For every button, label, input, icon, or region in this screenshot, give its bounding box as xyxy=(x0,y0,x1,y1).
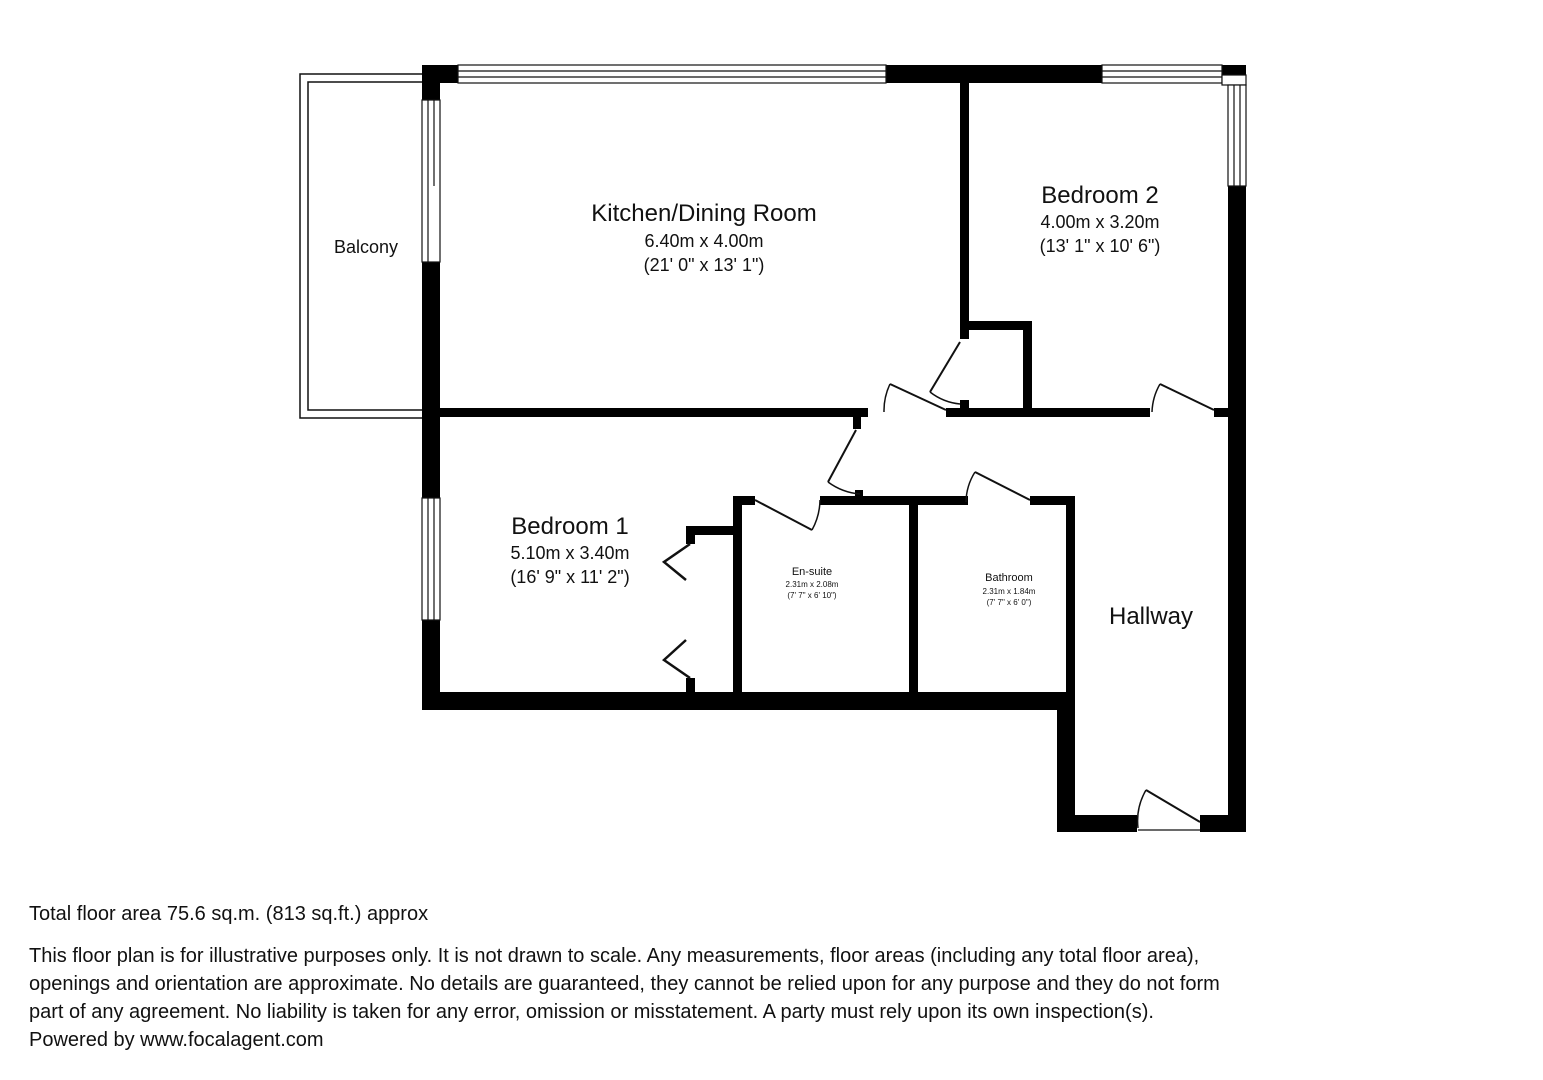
bedroom2-door xyxy=(1152,384,1214,412)
bedroom2-metric: 4.00m x 3.20m xyxy=(1040,212,1160,232)
balcony-name: Balcony xyxy=(333,237,399,257)
disclaimer-line: openings and orientation are approximate. No details are guaranteed, they cannot be relied upon for any purpose and they do not form xyxy=(29,973,1220,995)
bedroom1-metric: 5.10m x 3.40m xyxy=(510,543,630,563)
bathroom-metric: 2.31m x 1.84m xyxy=(982,587,1036,596)
kitchen-name: Kitchen/Dining Room xyxy=(591,200,817,227)
bathroom-name: Bathroom xyxy=(985,572,1033,584)
disclaimer xyxy=(29,942,1519,1054)
bathroom-imperial: (7' 7" x 6' 0") xyxy=(986,598,1032,607)
bedroom1-imperial: (16' 9" x 11' 2") xyxy=(510,567,630,587)
bedroom2-imperial: (13' 1" x 10' 6") xyxy=(1039,236,1161,256)
ensuite-metric: 2.31m x 2.08m xyxy=(785,580,839,589)
bedroom1-door xyxy=(828,430,860,494)
walls xyxy=(422,65,1246,832)
ensuite-imperial: (7' 7" x 6' 10") xyxy=(787,591,837,600)
total-floor-area: Total floor area 75.6 sq.m. (813 sq.ft.) approx xyxy=(29,903,429,925)
cupboard-door xyxy=(930,342,960,404)
ensuite-door xyxy=(755,500,820,530)
ensuite-name: En-suite xyxy=(791,566,833,578)
disclaimer-line: This floor plan is for illustrative purposes only. It is not drawn to scale. Any measurements, floor areas (including any total floor area), xyxy=(29,945,1200,967)
powered-by: Powered by www.focalagent.com xyxy=(29,1029,324,1051)
bathroom-door xyxy=(966,472,1030,502)
entrance-door xyxy=(1138,790,1200,830)
kitchen-door xyxy=(884,384,946,412)
hallway-name: Hallway xyxy=(1108,603,1194,630)
wardrobe-doors xyxy=(664,544,690,678)
kitchen-metric: 6.40m x 4.00m xyxy=(644,231,764,251)
bedroom1-name: Bedroom 1 xyxy=(511,513,629,540)
kitchen-imperial: (21' 0" x 13' 1") xyxy=(643,255,765,275)
disclaimer-line: part of any agreement. No liability is taken for any error, omission or misstatement. A party must rely upon its own inspection(s). xyxy=(29,1001,1154,1023)
room-labels xyxy=(334,182,1193,630)
bedroom2-name: Bedroom 2 xyxy=(1041,182,1159,209)
